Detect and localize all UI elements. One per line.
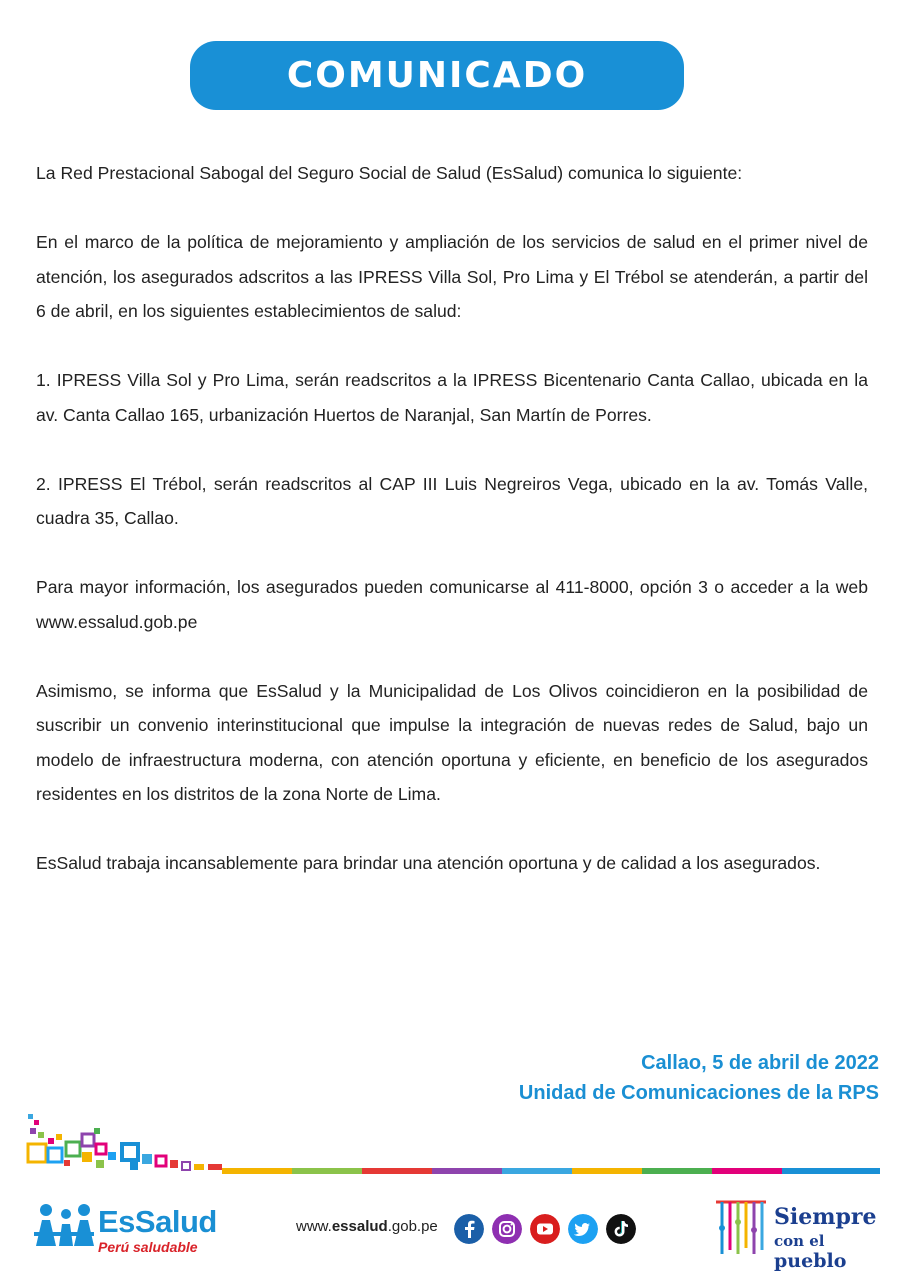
paragraph-contact: Para mayor información, los asegurados pueden comunicarse al 411-8000, opción 3 o acceder a la web www.essalud.gob.pe: [36, 577, 868, 632]
slogan-sub-prefix: con el: [774, 1232, 825, 1250]
paragraph-intro: La Red Prestacional Sabogal del Seguro Social de Salud (EsSalud) comunica lo siguiente:: [36, 163, 743, 183]
pixel-ornament: [28, 1114, 222, 1170]
title-banner: [190, 41, 684, 110]
communique-body: [36, 156, 868, 915]
website-suffix: .gob.pe: [387, 1218, 438, 1235]
slogan-sub-main: pueblo: [774, 1250, 847, 1272]
signature-date: Callao, 5 de abril de 2022: [641, 1052, 879, 1074]
essalud-logo: [32, 1198, 232, 1260]
website-link[interactable]: [296, 1218, 438, 1235]
youtube-icon[interactable]: [530, 1214, 560, 1244]
page-title: COMUNICADO: [286, 55, 588, 96]
slogan-logo: [714, 1198, 880, 1272]
twitter-icon[interactable]: [568, 1214, 598, 1244]
brand-name: EsSalud: [98, 1204, 217, 1239]
tiktok-icon[interactable]: [606, 1214, 636, 1244]
family-icon: [32, 1202, 96, 1248]
paragraph-closing: EsSalud trabaja incansablemente para brindar una atención oportuna y de calidad a los asegurados.: [36, 853, 821, 873]
facebook-icon[interactable]: [454, 1214, 484, 1244]
signature-block: [519, 1048, 879, 1108]
instagram-icon[interactable]: [492, 1214, 522, 1244]
color-stripe: [222, 1168, 880, 1174]
signature-unit: Unidad de Comunicaciones de la RPS: [518, 1082, 879, 1104]
people-figures-icon: [714, 1198, 770, 1258]
paragraph-context: En el marco de la política de mejoramiento y ampliación de los servicios de salud en el primer nivel de atención, los asegurados adscritos a las IPRESS Villa Sol, Pro Lima y El Trébol se atenderán, a partir del 6 de abril, en los siguientes establecimientos de salud:: [36, 232, 868, 321]
decorative-pattern-band: [26, 1114, 880, 1182]
paragraph-agreement: Asimismo, se informa que EsSalud y la Municipalidad de Los Olivos coincidieron en la posibilidad de suscribir un convenio interinstitucional que impulse la integración de nuevas redes de Salud, bajo un modelo de infraestructura moderna, con atención oportuna y eficiente, en beneficio de los asegurados residentes en los distritos de la zona Norte de Lima.: [36, 680, 868, 804]
website-prefix: www.: [296, 1218, 332, 1235]
website-domain: essalud: [331, 1218, 388, 1235]
paragraph-item-2: 2. IPRESS El Trébol, serán readscritos al CAP III Luis Negreiros Vega, ubicado en la av. Tomás Valle, cuadra 35, Callao.: [36, 473, 868, 528]
paragraph-item-1: 1. IPRESS Villa Sol y Pro Lima, serán readscritos a la IPRESS Bicentenario Canta Callao, ubicada en la av. Canta Callao 165, urbanización Huertos de Naranjal, San Martín de Porres.: [36, 370, 868, 425]
slogan-main: Siempre: [774, 1204, 877, 1230]
slogan-sub: [774, 1232, 880, 1272]
brand-tagline: Perú saludable: [98, 1239, 198, 1255]
